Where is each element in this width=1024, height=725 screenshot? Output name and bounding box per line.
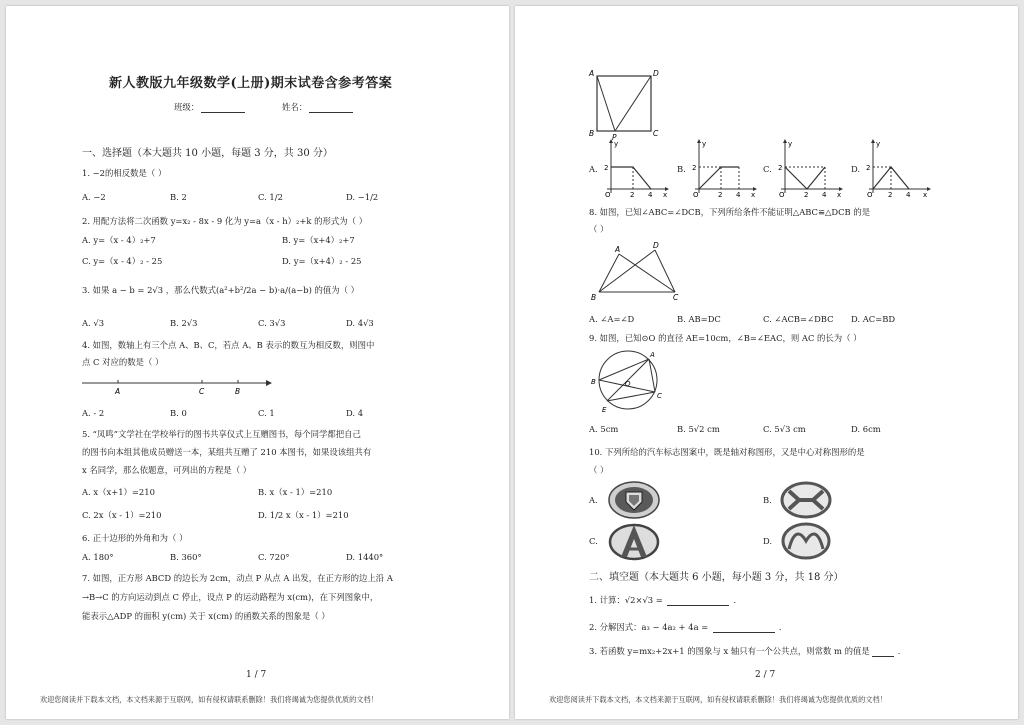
q3-option-b: B. 2√3 [170,318,198,328]
car-logo-b-icon [779,480,833,520]
q8-option-a: A. ∠A=∠D [589,314,635,324]
q2-option-c: C. y=（x - 4）₂ - 25 [82,256,163,266]
circle-label-o: O [625,380,631,388]
tick-4-label: 4 [906,191,911,199]
point-b-label: B [235,387,241,396]
q9-option-c: C. 5√3 cm [763,424,806,434]
fill-q1-text: 1. 计算：√2×√3 = [589,595,666,605]
q8-option-d: D. AC=BD [851,314,896,324]
triangle-label-b: B [591,293,597,302]
tick-2-label: 2 [692,164,697,172]
question-5-line-2: 的图书向本组其他成员赠送一本，某组共互赠了 210 本图书，如果设该组共有 [82,447,372,457]
name-label: 姓名： [282,102,308,112]
question-6: 6. 正十边形的外角和为（ ） [82,533,188,543]
fill-question-2: 2. 分解因式：a₃ − 4a₂ + 4a = . [589,622,782,632]
fill-q2-text: 2. 分解因式：a₃ − 4a₂ + 4a = [589,622,711,632]
axis-y-label: y [614,140,619,148]
question-7-line-1: 7. 如图，正方形 ABCD 的边长为 2cm，动点 P 从点 A 出发，在正方形的边上沿 A [82,573,393,583]
tick-4-label: 4 [736,191,741,199]
square-abcd-figure [589,68,659,140]
question-8-line-1: 8. 如图，已知∠ABC=∠DCB，下列所给条件不能证明△ABC≌△DCB 的是 [589,207,871,217]
q5-option-a: A. x（x+1）=210 [82,487,155,497]
q10-option-a: A. [589,495,598,505]
circle-figure [591,346,665,414]
tick-2-label: 2 [718,191,723,199]
name-field [282,102,357,113]
question-10-line-1: 10. 下列所给的汽车标志图案中，既是轴对称图形，又是中心对称图形的是 [589,447,865,457]
q3-option-c: C. 3√3 [258,318,286,328]
triangle-label-d: D [653,241,659,250]
q7-option-c: C. [763,164,772,174]
q8-option-c: C. ∠ACB=∠DBC [763,314,834,324]
q7-graph-d [863,139,931,197]
section-2-heading: 二、填空题（本大题共 6 小题，每小题 3 分，共 18 分） [589,572,844,583]
q2-option-b: B. y=（x+4）₂+7 [282,235,355,245]
axis-x-label: x [663,191,668,199]
question-7-line-3: 能表示△ADP 的面积 y(cm) 关于 x(cm) 的函数关系的图象是（ ） [82,611,330,621]
q2-option-a: A. y=（x - 4）₂+7 [82,235,156,245]
axis-y-label: y [788,140,793,148]
number-line-figure [82,374,272,396]
page-footer: 欢迎您阅读并下载本文档，本文档来源于互联网，如有侵权请联系删除！我们将竭诚为您提供优质的文档！ [549,695,887,704]
class-label: 班级： [174,102,200,112]
q7-graph-b [689,139,757,197]
q5-option-b: B. x（x - 1）=210 [258,487,333,497]
page-2 [515,6,1018,719]
page-1 [6,6,509,719]
question-4-line-2: 点 C 对应的数是（ ） [82,357,164,367]
q6-option-d: D. 1440° [346,552,384,562]
q1-option-c: C. 1/2 [258,192,283,202]
circle-label-a: A [650,351,655,359]
axis-y-label: y [876,140,881,148]
page-number: 1 / 7 [246,670,267,680]
q1-option-b: B. 2 [170,192,187,202]
tick-2-label: 2 [888,191,893,199]
class-field [174,102,249,113]
q2-option-d: D. y=（x+4）₂ - 25 [282,256,362,266]
tick-4-label: 4 [822,191,827,199]
point-c-label: C [199,387,205,396]
document-title: 新人教版九年级数学(上册)期末试卷含参考答案 [109,76,393,91]
circle-label-e: E [602,406,607,414]
tick-2-label: 2 [778,164,783,172]
car-logo-c-icon [607,521,661,561]
fill-q3-text: 3. 若函数 y=mx₂+2x+1 的图象与 x 轴只有一个公共点，则常数 m 的值是 [589,646,870,656]
question-1: 1. −2的相反数是（ ） [82,168,167,178]
axis-x-label: x [751,191,756,199]
axis-y-label: y [702,140,707,148]
q8-option-b: B. AB=DC [677,314,721,324]
q7-option-a: A. [589,164,598,174]
q10-option-b: B. [763,495,772,505]
q4-option-c: C. 1 [258,408,275,418]
tick-4-label: 4 [648,191,653,199]
q4-option-b: B. 0 [170,408,187,418]
q9-option-d: D. 6cm [851,424,881,434]
q7-option-b: B. [677,164,686,174]
car-logo-d-icon [779,521,833,561]
page-number: 2 / 7 [755,670,776,680]
page-footer: 欢迎您阅读并下载本文档，本文档来源于互联网，如有侵权请联系删除！我们将竭诚为您提供优质的文档！ [40,695,378,704]
square-label-a: A [589,69,595,78]
q5-option-c: C. 2x（x - 1）=210 [82,510,162,520]
tick-2-label: 2 [604,164,609,172]
q7-graph-a [601,139,669,197]
q3-option-d: D. 4√3 [346,318,374,328]
triangles-figure [591,242,681,300]
q4-option-d: D. 4 [346,408,364,418]
tick-2-label: 2 [630,191,635,199]
section-1-heading: 一、选择题（本大题共 10 小题，每题 3 分，共 30 分） [82,148,333,159]
q4-option-a: A. - 2 [82,408,105,418]
axis-x-label: x [923,191,928,199]
point-a-label: A [115,387,121,396]
question-4-line-1: 4. 如图，数轴上有三个点 A、B、C，若点 A、B 表示的数互为相反数，则图中 [82,340,375,350]
question-2: 2. 用配方法将二次函数 y=x₂ - 8x - 9 化为 y=a（x - h）₂+k 的形式为（ ） [82,216,368,226]
origin-label: O [605,191,611,199]
question-8-line-2: （ ） [589,224,609,234]
axis-x-label: x [837,191,842,199]
q9-option-a: A. 5cm [589,424,619,434]
question-5-line-3: x 名同学，那么依题意，可列出的方程是（ ） [82,465,252,475]
q6-option-a: A. 180° [82,552,114,562]
square-label-c: C [653,129,659,138]
fill-question-3: 3. 若函数 y=mx₂+2x+1 的图象与 x 轴只有一个公共点，则常数 m 的值是 . [589,646,901,656]
square-label-b: B [589,129,595,138]
q7-option-d: D. [851,164,861,174]
circle-label-c: C [657,392,662,400]
square-label-d: D [653,69,659,78]
question-3: 3. 如果 a − b = 2√3 ，那么代数式(a²+b²/2a − b)·a/(a−b) 的值为（ ） [82,285,360,295]
car-logo-a-icon [607,480,661,520]
q7-graph-c [775,139,843,197]
q1-option-d: D. −1/2 [346,192,379,202]
q10-option-d: D. [763,536,773,546]
origin-label: O [779,191,785,199]
q6-option-c: C. 720° [258,552,290,562]
q1-option-a: A. −2 [82,192,106,202]
question-9: 9. 如图，已知⊙O 的直径 AE=10cm，∠B=∠EAC，则 AC 的长为（ ） [589,333,862,343]
tick-2-label: 2 [804,191,809,199]
triangle-label-c: C [673,293,679,302]
fill-question-1: 1. 计算：√2×√3 = . [589,595,737,605]
question-5-line-1: 5. “凤鸣”文学社在学校举行的图书共享仪式上互赠图书，每个同学都把自己 [82,429,361,439]
origin-label: O [867,191,873,199]
origin-label: O [693,191,699,199]
q10-option-c: C. [589,536,598,546]
question-10-line-2: （ ） [589,465,609,475]
q9-option-b: B. 5√2 cm [677,424,720,434]
square-label-p: P [612,133,617,142]
q6-option-b: B. 360° [170,552,202,562]
circle-label-b: B [591,378,596,386]
question-7-line-2: →B→C 的方向运动到点 C 停止，设点 P 的运动路程为 x(cm)，在下列图象中， [82,592,379,602]
triangle-label-a: A [615,245,621,254]
q5-option-d: D. 1/2 x（x - 1）=210 [258,510,349,520]
tick-2-label: 2 [866,164,871,172]
q3-option-a: A. √3 [82,318,105,328]
